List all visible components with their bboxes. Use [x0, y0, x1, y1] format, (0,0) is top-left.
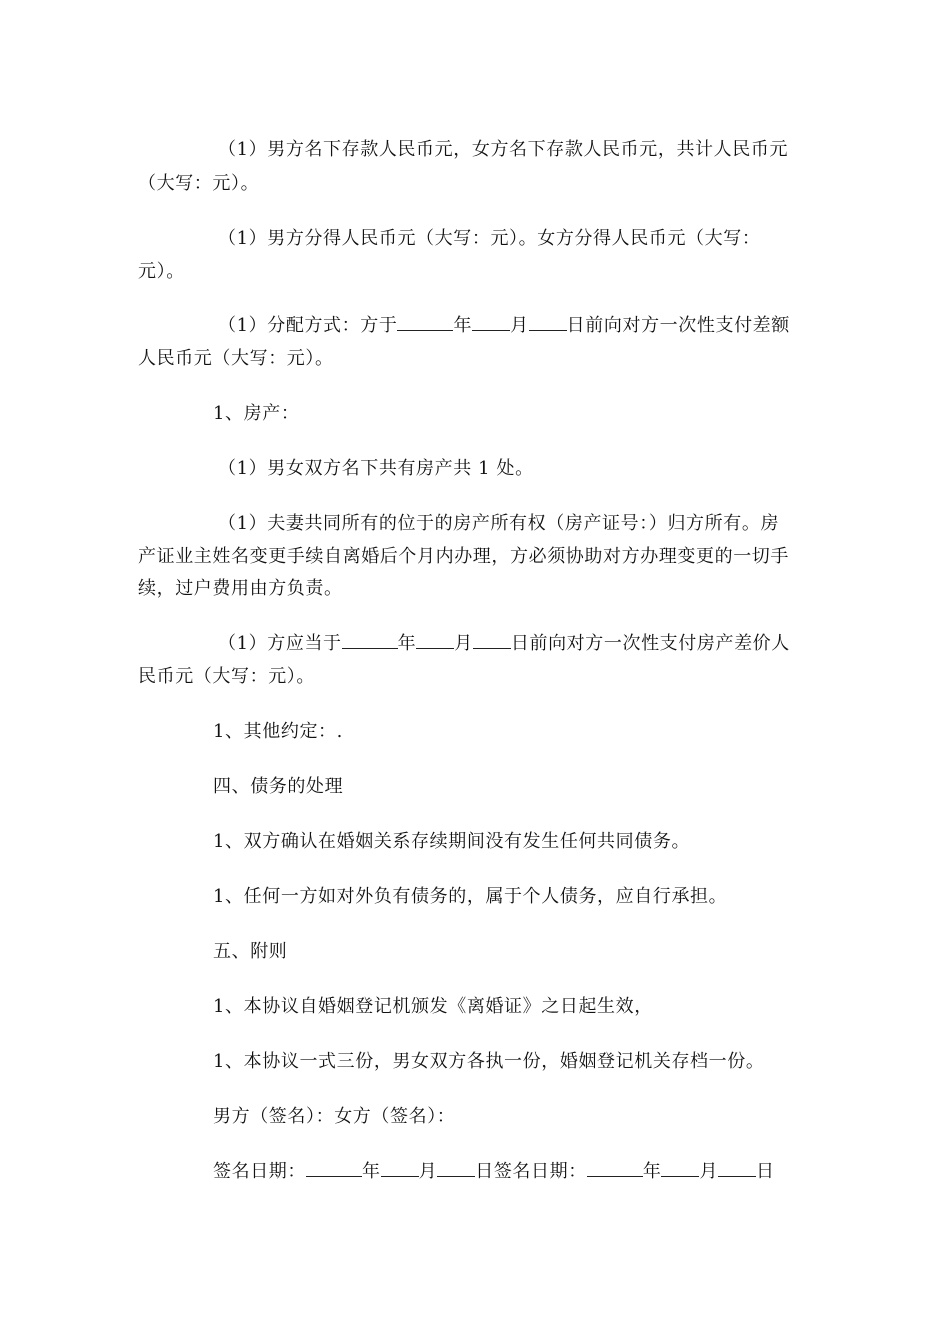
house-pay-month: 月: [454, 633, 473, 654]
blank-month: [381, 1162, 419, 1177]
blank-month: [416, 634, 454, 649]
method-text-b: 日前向对方一次性支付差额: [566, 315, 790, 336]
other-line: 1、其他约定：.: [213, 721, 343, 742]
house-pay-line-2: 民币元（大写：元）。: [138, 666, 315, 687]
method-line-2: 人民币元（大写：元）。: [138, 348, 334, 369]
sign-day-label: 日签名日期：: [475, 1161, 587, 1182]
house-pay-text-b: 日前向对方一次性支付房产差价人: [510, 633, 790, 654]
blank-year: [342, 634, 398, 649]
method-line-1: [138, 316, 898, 336]
house-own-line-2: 产证业主姓名变更手续自离婚后个月内办理，方必须协助对方办理变更的一切手: [138, 546, 789, 567]
house-count-line: （1）男女双方名下共有房产共 1 处。: [218, 458, 534, 479]
blank-day: [529, 316, 567, 331]
sign-day-2: 日: [756, 1161, 775, 1182]
method-year: 年: [453, 315, 473, 336]
sign-year: 年: [362, 1161, 381, 1182]
debt-line-1: 1、双方确认在婚姻关系存续期间没有发生任何共同债务。: [213, 831, 691, 852]
sign-month-2: 月: [699, 1161, 719, 1182]
debt-line-2: 1、任何一方如对外负有债务的，属于个人债务，应自行承担。: [213, 886, 728, 907]
blank-day: [473, 634, 511, 649]
house-pay-text-a: （1）方应当于: [218, 633, 342, 654]
blank-year-2: [587, 1162, 643, 1177]
method-month: 月: [510, 315, 529, 336]
appendix-title: 五、附则: [213, 941, 288, 962]
house-pay-year: 年: [397, 633, 417, 654]
blank-day-2: [718, 1162, 756, 1177]
method-text-a: （1）分配方式：方于: [218, 315, 398, 336]
house-own-line-1: （1）夫妻共同所有的位于的房产所有权（房产证号：）归方所有。房: [218, 513, 780, 534]
appendix-line-1: 1、本协议自婚姻登记机颁发《离婚证》之日起生效，: [213, 996, 653, 1017]
sign-date-line: [213, 1162, 893, 1182]
appendix-line-2: 1、本协议一式三份，男女双方各执一份，婚姻登记机关存档一份。: [213, 1051, 765, 1072]
blank-year: [397, 316, 453, 331]
house-title: 1、房产：: [213, 403, 300, 424]
blank-day: [437, 1162, 475, 1177]
blank-month: [472, 316, 510, 331]
sign-month: 月: [418, 1161, 438, 1182]
share-line-2: 元）。: [138, 261, 185, 282]
deposit-line-1: （1）男方名下存款人民币元，女方名下存款人民币元，共计人民币元: [218, 139, 789, 160]
house-own-line-3: 续，过户费用由方负责。: [138, 578, 343, 599]
blank-year: [306, 1162, 362, 1177]
house-pay-line-1: [138, 634, 898, 654]
blank-month-2: [661, 1162, 699, 1177]
deposit-line-2: （大写：元）。: [138, 173, 260, 194]
signature-line: 男方（签名）：女方（签名）：: [213, 1106, 456, 1127]
sign-year-2: 年: [642, 1161, 662, 1182]
share-line-1: （1）男方分得人民币元（大写：元）。女方分得人民币元（大写：: [218, 228, 761, 249]
sign-date-label: 签名日期：: [213, 1161, 306, 1182]
debt-title: 四、债务的处理: [213, 776, 344, 797]
